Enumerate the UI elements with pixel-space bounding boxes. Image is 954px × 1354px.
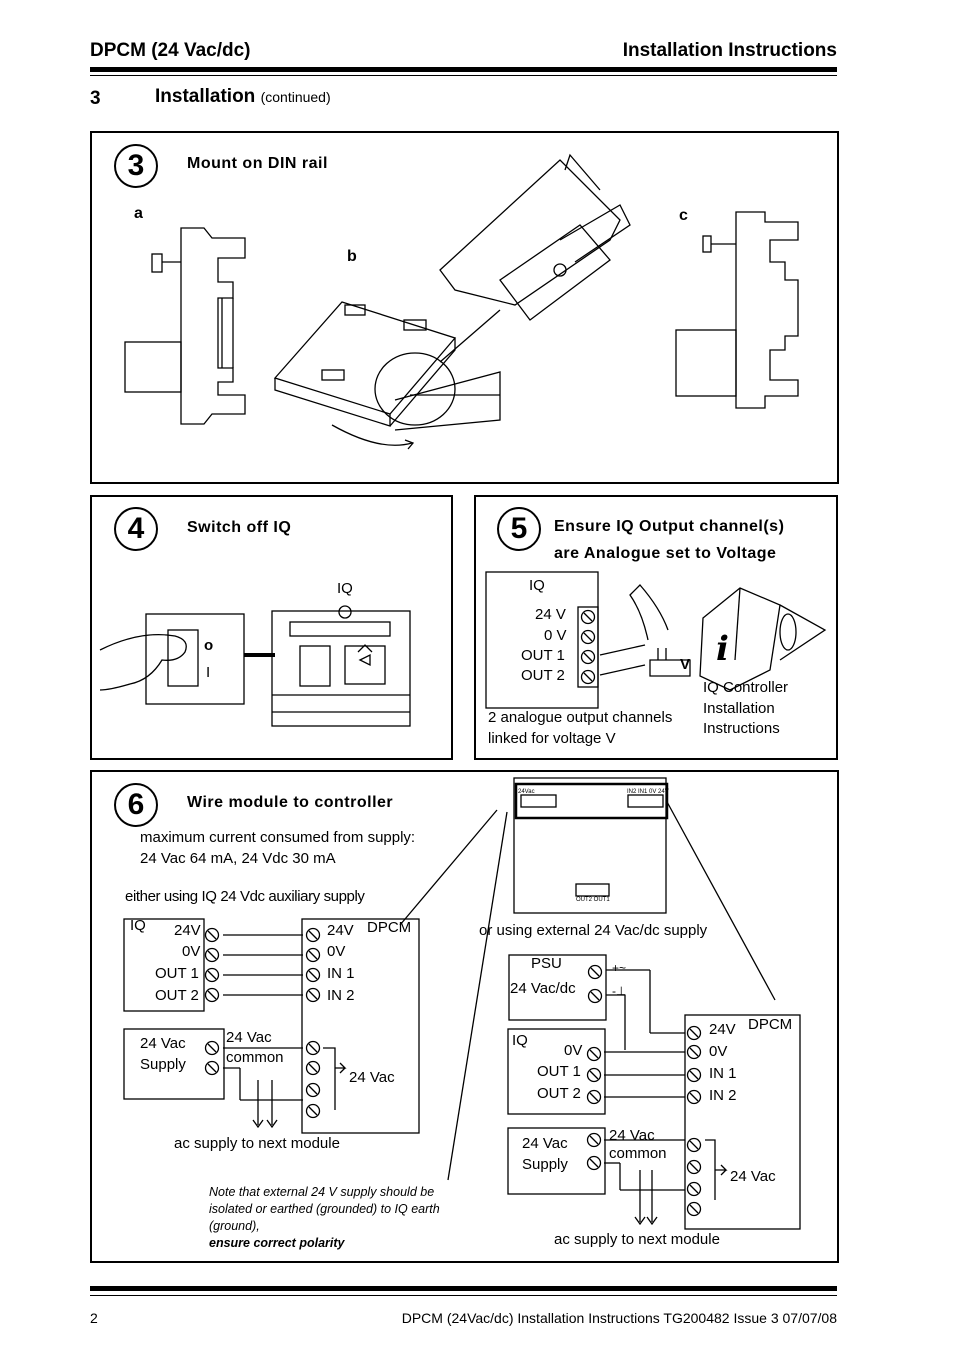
step3-label-c: c [679, 207, 688, 224]
module-label-inputs: IN2 IN1 0V 24V [627, 789, 669, 795]
right-iq-label: IQ [512, 1032, 528, 1049]
terminal-label: 24 V [535, 606, 566, 623]
right-dpcm-term: IN 2 [709, 1087, 737, 1104]
step3-title: Mount on DIN rail [187, 155, 328, 172]
page-number: 2 [90, 1310, 98, 1326]
right-iq-term: OUT 1 [537, 1063, 581, 1080]
right-dpcm-term: 24V [709, 1021, 736, 1038]
left-supply-line2: Supply [140, 1056, 186, 1073]
psu-plus: +~ [612, 961, 627, 975]
step3-number: 3 [114, 144, 158, 188]
section-title: Installation (continued) [155, 86, 331, 107]
module-label-outputs: OUT2 OUT1 [576, 897, 610, 903]
right-iq-term: 0V [564, 1042, 583, 1059]
right-common-line1: 24 Vac [609, 1127, 655, 1144]
step6-number: 6 [114, 783, 158, 827]
right-supply-line2: Supply [522, 1156, 568, 1173]
manual-title-line2: Installation [703, 700, 775, 717]
right-common-line2: common [609, 1145, 667, 1162]
step5-title-line2: are Analogue set to Voltage [554, 545, 777, 562]
document-type: Installation Instructions [622, 40, 837, 61]
left-supply-line1: 24 Vac [140, 1035, 186, 1052]
step3-label-b: b [347, 248, 357, 265]
step6-title: Wire module to controller [187, 794, 394, 811]
terminal-label: 0 V [544, 627, 567, 644]
left-iq-label: IQ [130, 917, 146, 934]
left-24vac-label: 24 Vac [349, 1069, 395, 1086]
footer-rule-thin [90, 1295, 837, 1296]
either-label: either using IQ 24 Vdc auxiliary supply [125, 888, 365, 905]
left-dpcm-term: IN 2 [327, 987, 355, 1004]
right-dpcm-label: DPCM [748, 1016, 793, 1033]
step4-iq-label: IQ [337, 580, 353, 597]
manual-title-line1: IQ Controller [703, 679, 789, 696]
right-24vac-label: 24 Vac [730, 1168, 776, 1185]
right-dpcm-term: IN 1 [709, 1065, 737, 1082]
current-line2: 24 Vac 64 mA, 24 Vdc 30 mA [140, 850, 336, 867]
left-common-line2: common [226, 1049, 284, 1066]
note-line: isolated or earthed (grounded) to IQ earth [209, 1202, 440, 1216]
right-dpcm-term: 0V [709, 1043, 728, 1060]
step3-label-a: a [134, 205, 143, 222]
section-continued: (continued) [260, 89, 331, 105]
step5-iq-label: IQ [529, 577, 545, 594]
psu-label: PSU [531, 955, 562, 972]
document-title: DPCM (24 Vac/dc) [90, 40, 251, 61]
step4-title: Switch off IQ [187, 519, 292, 536]
left-iq-term: 24V [174, 922, 201, 939]
switch-on-label: o [204, 637, 214, 654]
left-dpcm-term: 0V [327, 943, 346, 960]
left-common-line1: 24 Vac [226, 1029, 272, 1046]
manual-title-line3: Instructions [703, 720, 780, 737]
step5-caption-line2: linked for voltage V [488, 730, 616, 747]
switch-off-label: I [206, 664, 211, 681]
psu-minus: -⊥ [612, 984, 627, 998]
note-line: Note that external 24 V supply should be [209, 1185, 435, 1199]
footer-rule-thick [90, 1286, 837, 1291]
left-dpcm-label: DPCM [367, 919, 412, 936]
left-next-module: ac supply to next module [174, 1135, 340, 1152]
current-line1: maximum current consumed from supply: [140, 829, 416, 846]
step5-caption-line1: 2 analogue output channels [488, 709, 673, 726]
left-iq-term: 0V [182, 943, 201, 960]
voltage-link-label: V [680, 656, 691, 673]
polarity-note [209, 1184, 469, 1252]
left-iq-term: OUT 2 [155, 987, 199, 1004]
or-label: or using external 24 Vac/dc supply [479, 922, 708, 939]
section-number: 3 [90, 88, 101, 109]
left-dpcm-term: IN 1 [327, 965, 355, 982]
step5-number: 5 [497, 507, 541, 551]
psu-voltage-label: 24 Vac/dc [510, 980, 576, 997]
terminal-label: OUT 1 [521, 647, 565, 664]
step5-title-line1: Ensure IQ Output channel(s) [554, 518, 785, 535]
svg-text:i: i [716, 629, 729, 669]
module-label-24vac: 24Vac [518, 789, 535, 795]
note-line: (ground), [209, 1219, 260, 1233]
right-supply-line1: 24 Vac [522, 1135, 568, 1152]
left-dpcm-term: 24V [327, 922, 354, 939]
right-next-module: ac supply to next module [554, 1231, 720, 1248]
left-iq-term: OUT 1 [155, 965, 199, 982]
footer-document-ref: DPCM (24Vac/dc) Installation Instructions TG200482 Issue 3 07/07/08 [401, 1310, 837, 1326]
step4-number: 4 [114, 507, 158, 551]
right-iq-term: OUT 2 [537, 1085, 581, 1102]
terminal-label: OUT 2 [521, 667, 565, 684]
note-bold-line: ensure correct polarity [209, 1236, 345, 1250]
